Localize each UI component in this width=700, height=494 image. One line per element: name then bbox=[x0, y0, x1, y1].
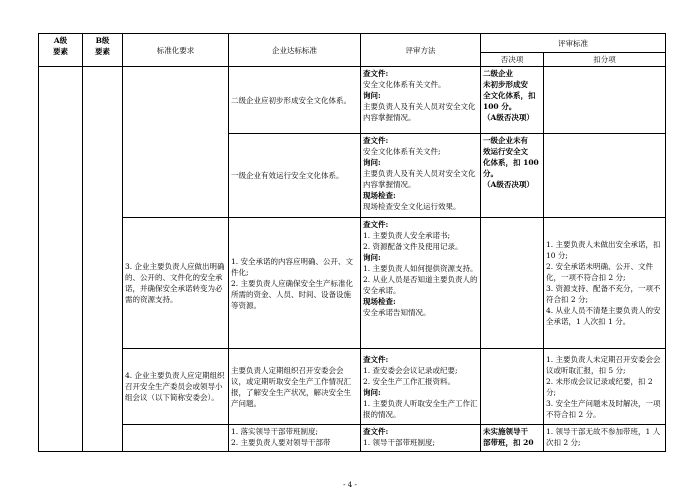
table-row bbox=[39, 218, 666, 349]
veto-text: 一级企业未有 bbox=[483, 136, 528, 145]
method-text: 1. 查安委会会议记录或纪要; bbox=[363, 365, 458, 375]
standard-requirement-header: 标准化要求 bbox=[123, 34, 229, 67]
method-label: 询问: bbox=[363, 253, 381, 262]
method-text: 1. 主要负责人听取安全生产工作汇报的情况。 bbox=[363, 398, 478, 419]
method-label: 现场检查: bbox=[363, 191, 396, 200]
veto-header: 否决项 bbox=[481, 53, 544, 67]
deduct-text: 1. 主要负责人未定期召开安委会会议或听取汇报，扣 5 分; bbox=[546, 354, 661, 375]
enterprise-standard-cell: 一级企业有效运行安全文化体系。 bbox=[229, 134, 361, 218]
veto-cell bbox=[481, 349, 544, 425]
deduct-text: 3. 安全生产问题未及时解决，一项不符合扣 2 分。 bbox=[546, 398, 661, 419]
method-label: 查文件: bbox=[363, 220, 389, 229]
method-label: 询问: bbox=[363, 91, 381, 100]
enterprise-standard-cell bbox=[229, 218, 361, 349]
veto-cell bbox=[481, 67, 544, 134]
a-element-header bbox=[39, 34, 83, 67]
table-row bbox=[39, 67, 666, 134]
veto-text: 效运行安全文 bbox=[483, 147, 528, 156]
method-text: 2. 安全生产工作汇报资料。 bbox=[363, 376, 456, 386]
method-text: 安全承诺告知情况。 bbox=[363, 308, 431, 317]
veto-text: 100 分。 bbox=[483, 102, 517, 111]
veto-text: 二级企业 bbox=[483, 69, 513, 78]
requirement-cell: 4. 企业主要负责人应定期组织召开安全生产委员会或领导小组会议（以下简称安委会）。 bbox=[123, 349, 229, 425]
review-method-cell bbox=[361, 134, 481, 218]
method-label: 查文件: bbox=[363, 354, 389, 364]
review-method-header: 评审方法 bbox=[361, 34, 481, 67]
veto-text: （A级否决项） bbox=[483, 113, 534, 122]
review-criteria-header: 评审标准 bbox=[481, 34, 666, 53]
deduct-text: 2. 安全承诺未明确、公开、文件化，一项不符合扣 2 分; bbox=[546, 262, 654, 282]
deduct-text: 3. 资源支持、配备不充分，一项不符合扣 2 分; bbox=[546, 284, 661, 304]
veto-text: （A级否决项） bbox=[483, 180, 534, 189]
review-method-cell bbox=[361, 218, 481, 349]
veto-text: 化体系，扣 100 bbox=[483, 158, 539, 167]
standard-table-page bbox=[38, 33, 665, 452]
enterprise-standard-cell: 二级企业应初步形成安全文化体系。 bbox=[229, 67, 361, 134]
enterprise-standard-cell bbox=[229, 425, 361, 452]
veto-text: 部带班，扣 20 bbox=[483, 438, 534, 447]
review-method-cell bbox=[361, 349, 481, 425]
b-element-cell bbox=[83, 67, 123, 452]
veto-text: 全文化体系，扣 bbox=[483, 91, 536, 100]
veto-text: 未实施领导干 bbox=[483, 427, 528, 436]
b-element-header bbox=[83, 34, 123, 67]
header-row-1 bbox=[39, 34, 666, 53]
veto-text: 未初步形成安 bbox=[483, 80, 528, 89]
a-element-label: A级 要素 bbox=[53, 36, 68, 56]
page-number: - 4 - bbox=[343, 481, 357, 489]
method-text: 主要负责人及有关人员对安全文化内容掌握情况。 bbox=[363, 169, 476, 189]
method-text: 安全文化体系有关文件; bbox=[363, 147, 441, 156]
deduct-cell bbox=[544, 349, 666, 425]
deduct-cell bbox=[544, 67, 666, 134]
method-text: 2. 资源配备文件及使用记录。 bbox=[363, 242, 463, 251]
method-text: 现场检查安全文化运行效果。 bbox=[363, 202, 461, 211]
method-text: 主要负责人及有关人员对安全文化内容掌握情况。 bbox=[363, 102, 476, 122]
method-text: 安全文化体系有关文件。 bbox=[363, 80, 446, 89]
review-method-cell bbox=[361, 67, 481, 134]
evaluation-standard-table bbox=[38, 33, 666, 452]
table-row bbox=[39, 349, 666, 425]
method-text: 2. 从业人员是否知道主要负责人的安全承诺。 bbox=[363, 275, 478, 295]
veto-cell bbox=[481, 425, 544, 452]
method-label: 查文件: bbox=[363, 69, 389, 78]
method-text: 1. 主要负责人安全承诺书; bbox=[363, 231, 451, 240]
review-method-cell bbox=[361, 425, 481, 452]
b-element-label: B级 要素 bbox=[95, 36, 110, 56]
table-row bbox=[39, 425, 666, 452]
enterprise-standard-cell: 主要负责人定期组织召开安委会会议，或定期听取安全生产工作情况汇报，了解安全生产状况，解决安全生产问题。 bbox=[229, 349, 361, 425]
veto-text: 分。 bbox=[483, 169, 498, 178]
method-text: 1. 主要负责人如何提供资源支持。 bbox=[363, 264, 478, 273]
deduct-text: 1. 主要负责人未做出安全承诺，扣 10 分; bbox=[546, 240, 661, 260]
deduct-text: 1. 领导干部无故不参加带班，1 人次扣 2 分; bbox=[546, 427, 661, 447]
deduct-text: 4. 从业人员不清楚主要负责人的安全承诺，1 人次扣 1 分。 bbox=[546, 306, 661, 326]
a-element-cell bbox=[39, 67, 83, 452]
deduct-header: 扣分项 bbox=[544, 53, 666, 67]
deduct-cell bbox=[544, 425, 666, 452]
requirement-cell bbox=[123, 425, 229, 452]
method-label: 现场检查: bbox=[363, 297, 396, 306]
enterprise-standard-header: 企业达标标准 bbox=[229, 34, 361, 67]
deduct-text: 2. 未形成会议记录或纪要，扣 2 分; bbox=[546, 376, 653, 397]
enterprise-standard-text: 1. 落实领导干部带班制度; 2. 主要负责人要对领导干部带 bbox=[231, 427, 331, 447]
deduct-cell bbox=[544, 218, 666, 349]
veto-cell bbox=[481, 218, 544, 349]
deduct-cell bbox=[544, 134, 666, 218]
requirement-cell: 3. 企业主要负责人应做出明确的、公开的、文件化的安全承诺，并确保安全承诺转变为必需的资源支持。 bbox=[123, 218, 229, 349]
requirement-cell bbox=[123, 67, 229, 218]
method-label: 查文件: bbox=[363, 427, 389, 436]
enterprise-standard-text: 1. 安全承诺的内容应明确、公开、文件化; 2. 主要负责人应确保安全生产标准化所需的资金、人员、时间、设备设施等资源。 bbox=[231, 256, 354, 310]
method-label: 询问: bbox=[363, 158, 381, 167]
veto-cell bbox=[481, 134, 544, 218]
method-label: 询问: bbox=[363, 387, 381, 397]
method-label: 查文件: bbox=[363, 136, 389, 145]
method-text: 1. 领导干部带班制度; bbox=[363, 438, 436, 447]
